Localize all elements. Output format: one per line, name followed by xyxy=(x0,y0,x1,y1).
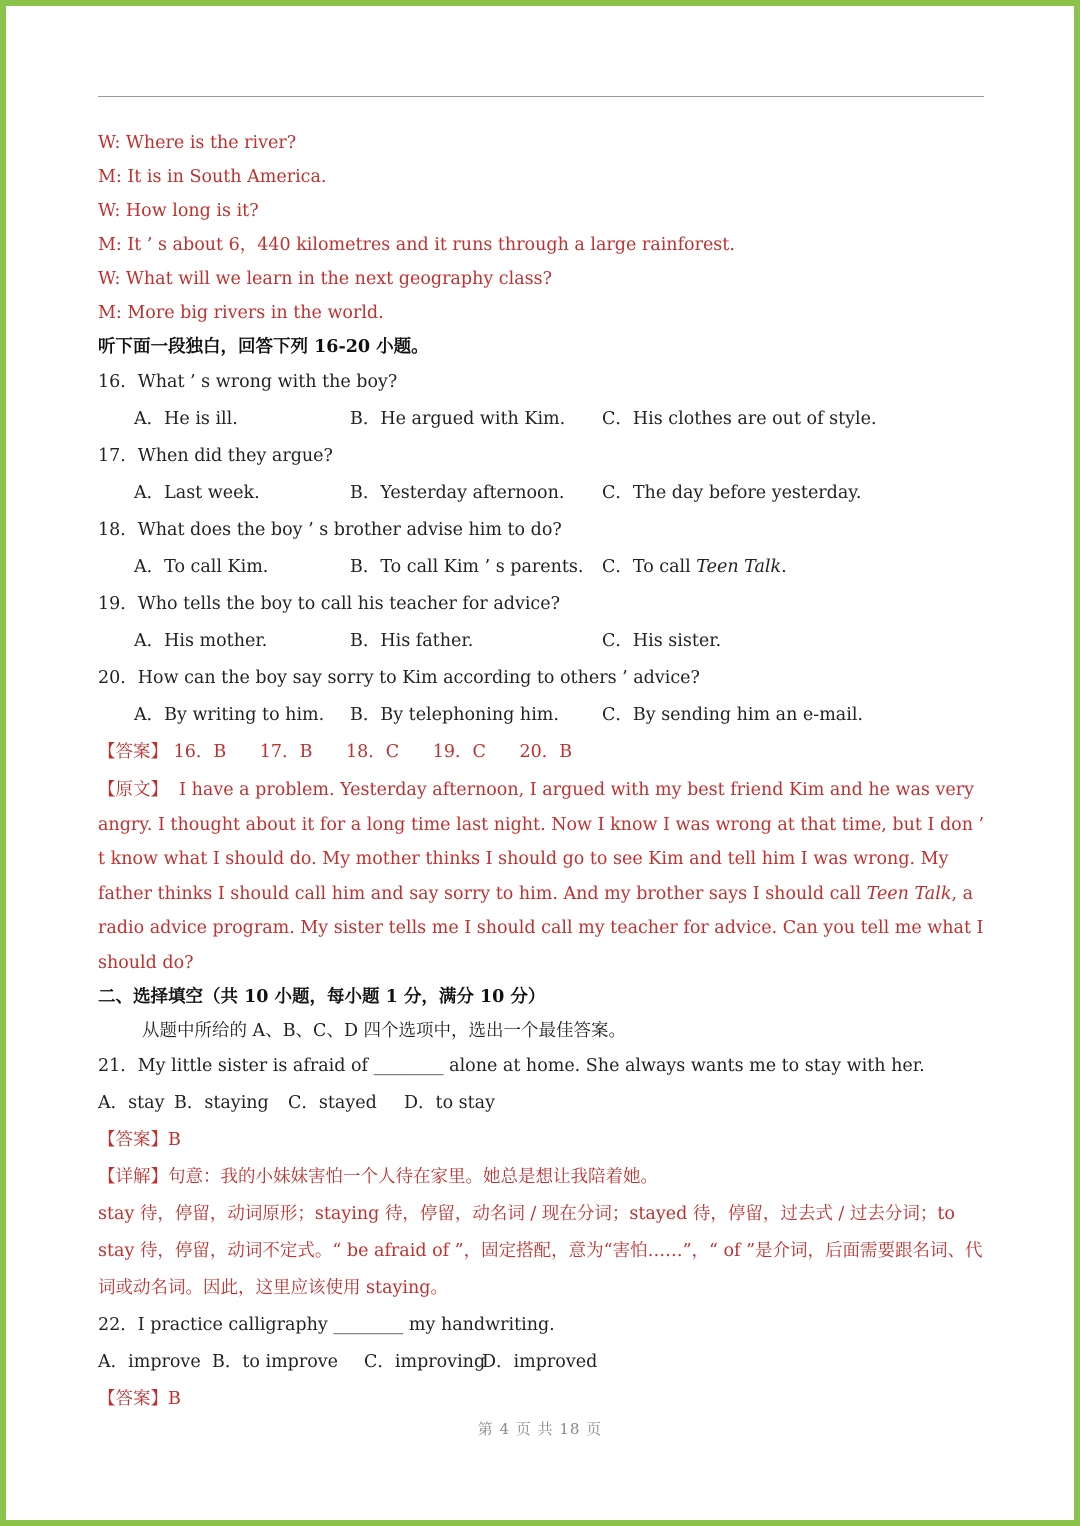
question-17: 17．When did they argue? xyxy=(98,446,333,466)
question-18: 18．What does the boy ’ s brother advise him to do? xyxy=(98,520,562,540)
page-footer: 第 4 页 共 18 页 xyxy=(477,1420,603,1438)
dialogue-line: W: Where is the river? xyxy=(98,133,297,153)
answer-item: 17．B xyxy=(259,742,313,762)
question-20: 20．How can the boy say sorry to Kim according to others ’ advice? xyxy=(98,668,700,688)
options-19 xyxy=(98,623,988,660)
answer-22: 【答案】B xyxy=(98,1389,181,1409)
dialogue-line: W: What will we learn in the next geography class? xyxy=(98,269,552,289)
question-16: 16．What ’ s wrong with the boy? xyxy=(98,372,398,392)
transcript-italic: Teen Talk xyxy=(866,883,952,904)
dialogue-line: M: More big rivers in the world. xyxy=(98,303,384,323)
option-c: C．stayed xyxy=(288,1093,377,1113)
transcript-paragraph xyxy=(98,773,988,980)
explain-text: 句意：我的小妹妹害怕一个人待在家里。她总是想让我陪着她。 xyxy=(168,1167,658,1187)
part2-instruction: 从题中所给的 A、B、C、D 四个选项中，选出一个最佳答案。 xyxy=(142,1021,627,1041)
option-b: B．He argued with Kim. xyxy=(350,409,566,429)
option-c: C．His sister. xyxy=(602,631,722,651)
answer-item: 20．B xyxy=(519,742,573,762)
option-c-italic: Teen Talk xyxy=(696,557,782,577)
options-16 xyxy=(98,401,988,438)
option-b: B．By telephoning him. xyxy=(350,705,559,725)
option-a: A．His mother. xyxy=(134,631,268,651)
options-22 xyxy=(98,1344,988,1381)
detail-paragraph: stay 待，停留，动词原形；staying 待，停留，动名词 / 现在分词；stayed 待，停留，过去式 / 过去分词；to stay 待，停留，动词不定式。“ be afraid of ”，固定搭配，意为“害怕……”，“ of ”是介词，后面需要跟名词、代词或动名词。因此，这里应该使用 staying。 xyxy=(98,1204,983,1298)
option-b: B．His father. xyxy=(350,631,474,651)
explanation-21 xyxy=(98,1159,988,1196)
option-c: C．By sending him an e-mail. xyxy=(602,705,863,725)
option-a: A．He is ill. xyxy=(134,409,238,429)
option-c-suffix: . xyxy=(781,557,787,577)
part2-heading: 二、选择填空（共 10 小题，每小题 1 分，满分 10 分） xyxy=(98,987,546,1007)
option-b: B．Yesterday afternoon. xyxy=(350,483,565,503)
option-a: A．To call Kim. xyxy=(134,557,269,577)
option-d: D．improved xyxy=(482,1352,598,1372)
question-21: 21．My little sister is afraid of ________ alone at home. She always wants me to stay with her. xyxy=(98,1056,925,1076)
answer-item: 16．B xyxy=(173,742,227,762)
answer-item: 18．C xyxy=(346,742,400,762)
document-page xyxy=(6,6,1074,1520)
options-17 xyxy=(98,475,988,512)
transcript-text: , a radio advice program. My sister tells me I should call my teacher for advice. Can you tell me what I should do? xyxy=(98,883,984,973)
dialogue-line: M: It ’ s about 6，440 kilometres and it runs through a large rainforest. xyxy=(98,235,735,255)
answer-21: 【答案】B xyxy=(98,1130,181,1150)
explain-label: 【详解】 xyxy=(98,1167,168,1187)
option-c-prefix: C．To call xyxy=(602,557,697,577)
question-19: 19．Who tells the boy to call his teacher for advice? xyxy=(98,594,560,614)
answer-item: 19．C xyxy=(432,742,486,762)
transcript-text: I have a problem. Yesterday afternoon, I argued with my best friend Kim and he was very angry. I thought about it for a long time last night. Now I know I was wrong at that time, but I don ’ t know what I should do. My mother thinks I should go to see Kim and tell him I was wrong. My father thinks I should call him and say sorry to him. And my brother says I should call xyxy=(98,780,985,904)
option-c: C．His clothes are out of style. xyxy=(602,409,877,429)
option-c: C．The day before yesterday. xyxy=(602,483,862,503)
options-21 xyxy=(98,1085,988,1122)
options-20 xyxy=(98,697,988,734)
option-c: C．improving xyxy=(364,1352,486,1372)
option-b: B．staying xyxy=(174,1093,269,1113)
answer-label: 【答案】 xyxy=(98,742,168,762)
answers-16-20 xyxy=(98,734,988,771)
transcript-label: 【原文】 xyxy=(98,780,168,800)
option-b: B．To call Kim ’ s parents. xyxy=(350,557,584,577)
option-a: A．By writing to him. xyxy=(134,705,325,725)
option-a: A．improve xyxy=(98,1352,201,1372)
dialogue-line: W: How long is it? xyxy=(98,201,259,221)
option-a: A．Last week. xyxy=(134,483,260,503)
question-22: 22．I practice calligraphy ________ my handwriting. xyxy=(98,1315,555,1335)
dialogue-line: M: It is in South America. xyxy=(98,167,327,187)
options-18 xyxy=(98,549,988,586)
header-rule xyxy=(98,96,984,97)
page-content xyxy=(98,126,988,1418)
option-d: D．to stay xyxy=(404,1093,495,1113)
section-heading: 听下面一段独白，回答下列 16-20 小题。 xyxy=(98,337,429,357)
option-b: B．to improve xyxy=(212,1352,339,1372)
option-c xyxy=(602,549,787,586)
option-a: A．stay xyxy=(98,1093,165,1113)
